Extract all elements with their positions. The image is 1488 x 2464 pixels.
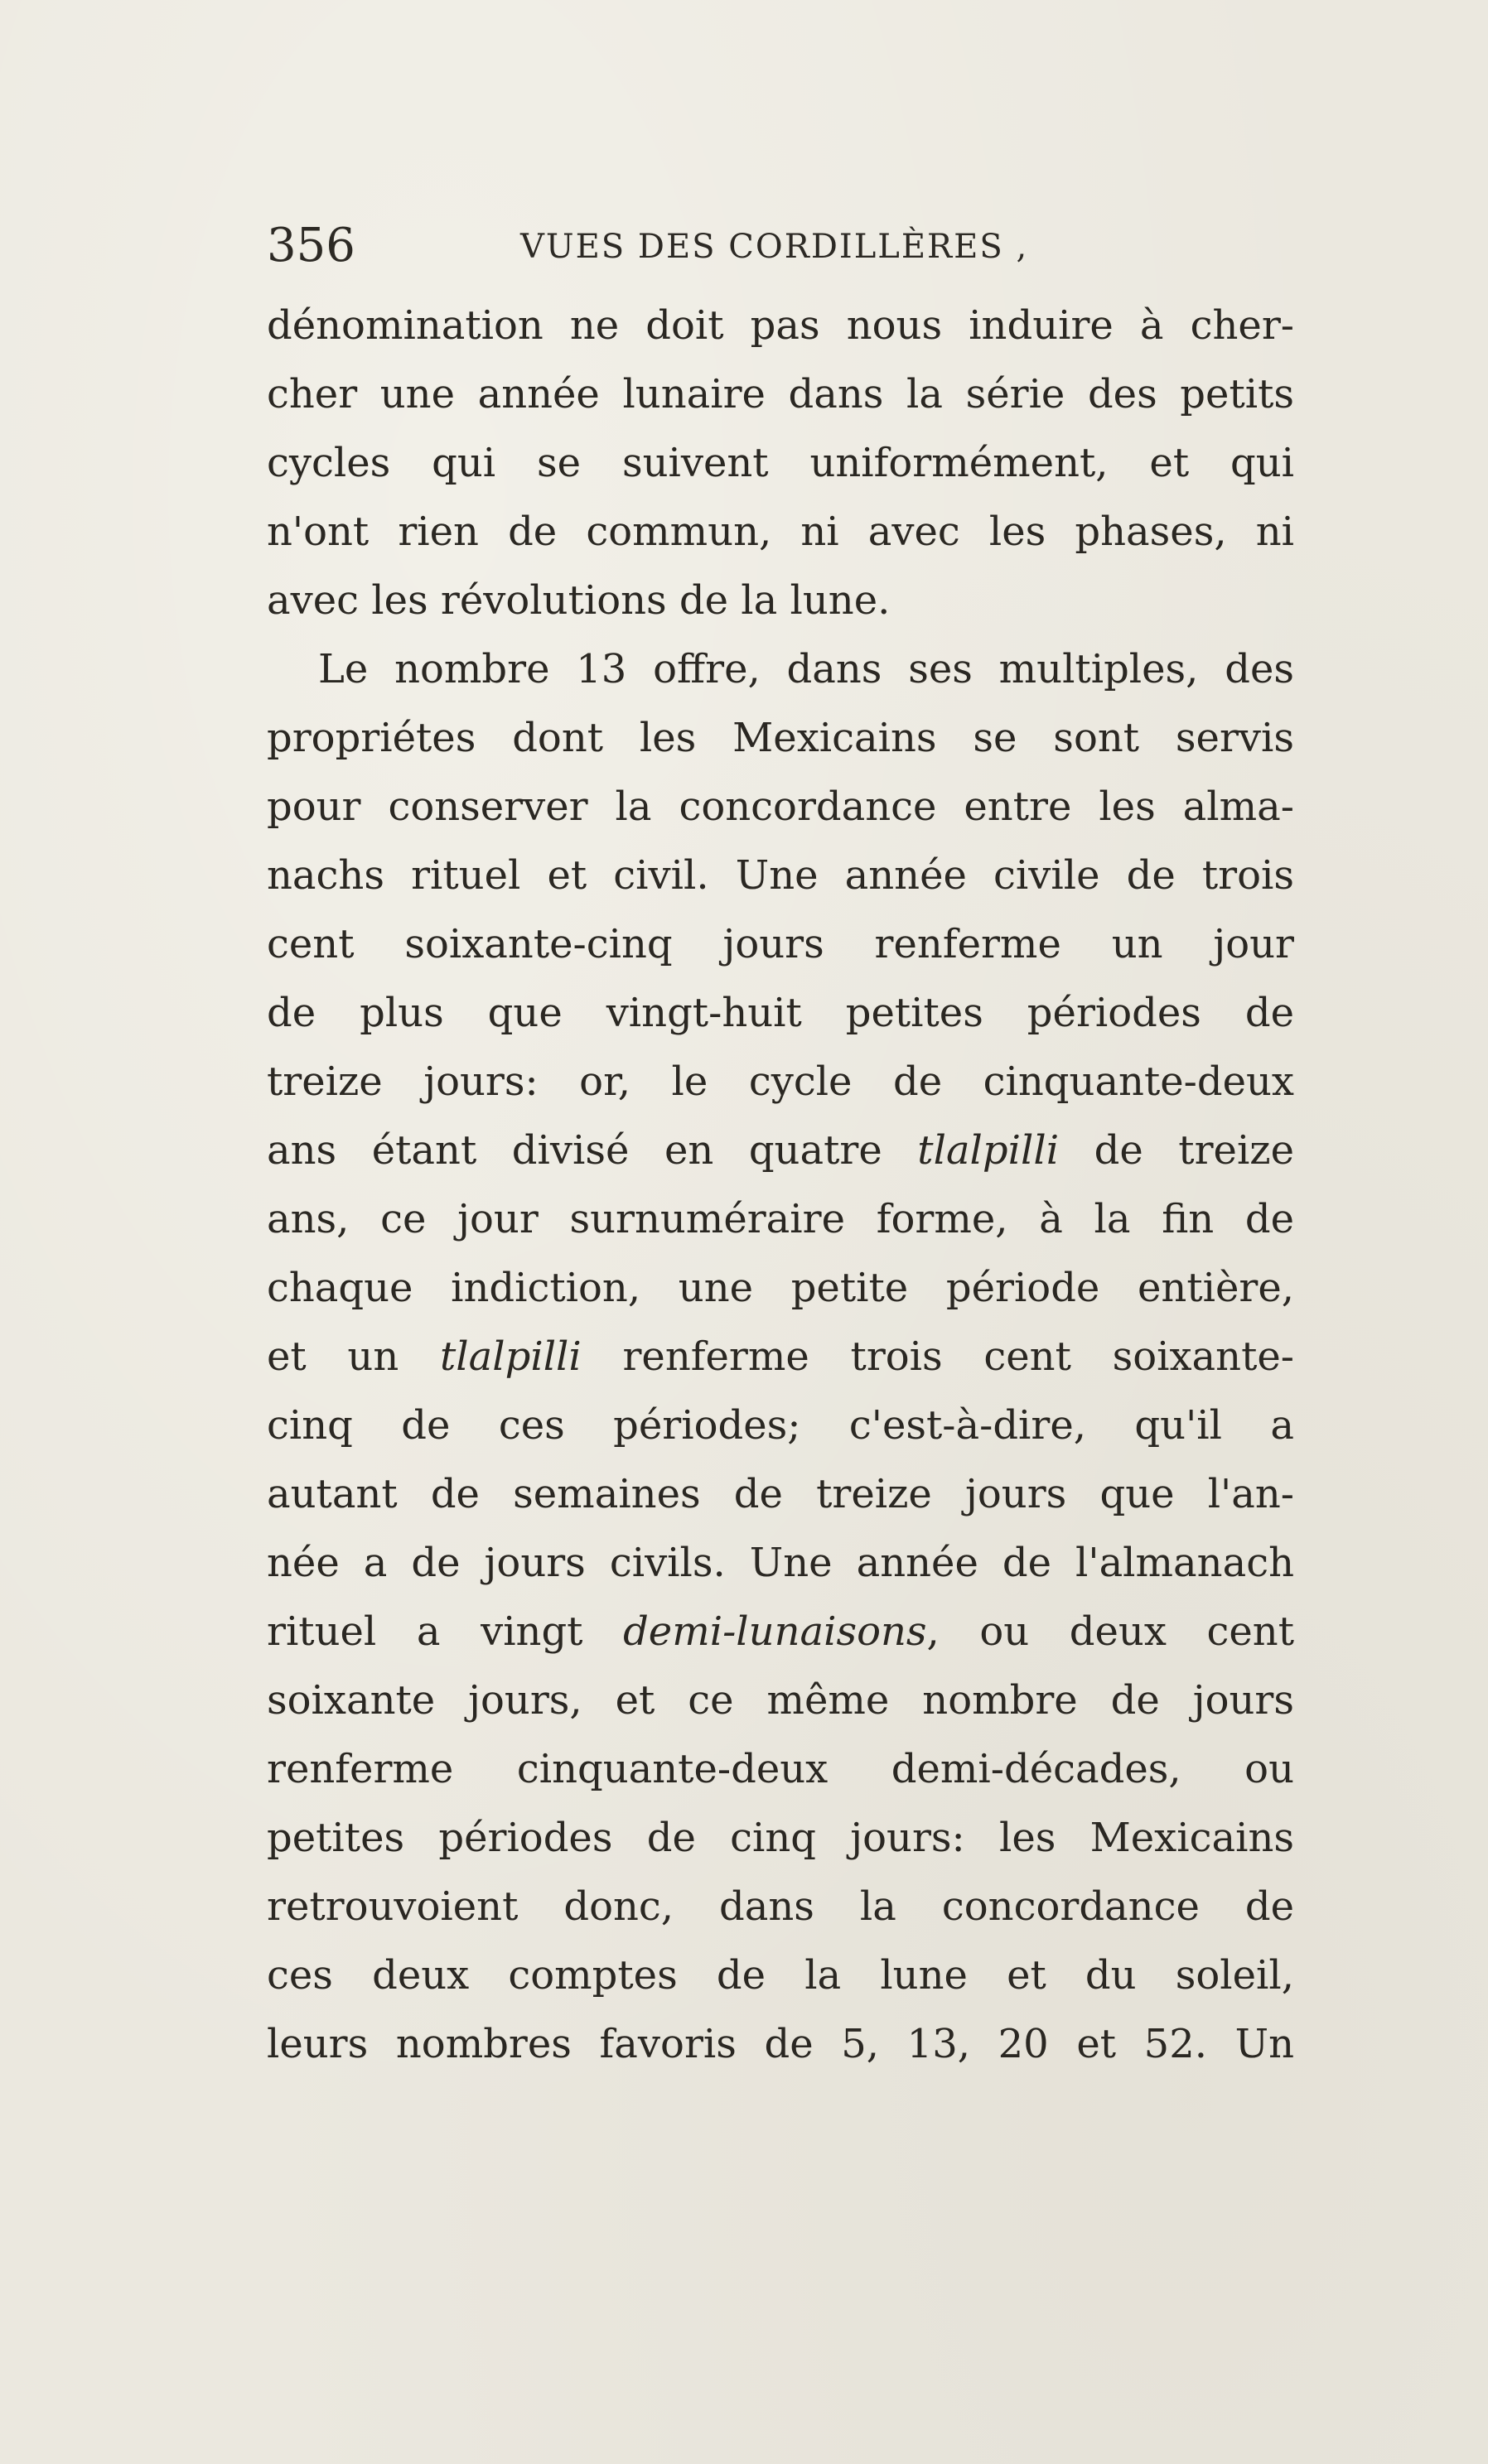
text-segment: cycles qui se suivent uniformément, et qui (267, 440, 1294, 486)
text-line (267, 1804, 1294, 1873)
text-line (267, 841, 1294, 910)
text-segment: dénomination ne doit pas nous induire à cher- (267, 302, 1294, 349)
italic-term: tlalpilli (917, 1127, 1060, 1174)
text-segment: de plus que vingt-huit petites périodes de (267, 990, 1294, 1036)
text-segment: avec les révolutions de la lune. (267, 577, 891, 624)
text-segment: renferme trois cent soixante- (581, 1333, 1294, 1380)
text-line (267, 910, 1294, 979)
text-segment: Le nombre 13 offre, dans ses multiples, des (318, 646, 1294, 692)
text-segment: treize jours: or, le cycle de cinquante-deux (267, 1058, 1294, 1105)
text-segment: nachs rituel et civil. Une année civile de trois (267, 852, 1294, 899)
text-line (267, 1391, 1294, 1460)
text-line (267, 1873, 1294, 1941)
text-line (267, 2010, 1294, 2079)
text-segment: n'ont rien de commun, ni avec les phases, ni (267, 509, 1294, 555)
text-segment: cent soixante-cinq jours renferme un jour (267, 921, 1294, 967)
body-text (267, 292, 1294, 2079)
text-line (267, 498, 1294, 567)
text-segment: pour conserver la concordance entre les alma- (267, 784, 1294, 830)
text-line (267, 635, 1294, 704)
text-line (267, 1254, 1294, 1323)
page-number: 356 (267, 219, 355, 272)
text-segment: rituel a vingt (267, 1608, 624, 1655)
text-segment: cher une année lunaire dans la série des petits (267, 371, 1294, 417)
text-segment: , ou deux cent (926, 1608, 1295, 1655)
text-line (267, 1116, 1294, 1185)
text-segment: petites périodes de cinq jours: les Mexicains (267, 1815, 1294, 1861)
text-line (267, 429, 1294, 498)
text-segment: de treize (1059, 1127, 1294, 1174)
text-line (267, 704, 1294, 773)
text-segment: et un (267, 1333, 440, 1380)
text-segment: née a de jours civils. Une année de l'almanach (267, 1540, 1294, 1586)
text-segment: autant de semaines de treize jours que l'an- (267, 1471, 1294, 1517)
running-head: VUES DES CORDILLÈRES , (520, 228, 1029, 266)
text-segment: cinq de ces périodes; c'est-à-dire, qu'il a (267, 1402, 1294, 1449)
text-segment: ans étant divisé en quatre (267, 1127, 918, 1174)
italic-term: demi-lunaisons (623, 1608, 927, 1655)
text-line (267, 1941, 1294, 2010)
text-line (267, 1735, 1294, 1804)
text-segment: ans, ce jour surnuméraire forme, à la fin de (267, 1196, 1294, 1242)
text-line (267, 979, 1294, 1048)
text-line (267, 1529, 1294, 1598)
text-line (267, 1323, 1294, 1391)
italic-term: tlalpilli (440, 1333, 582, 1380)
text-segment: leurs nombres favoris de 5, 13, 20 et 52. Un (267, 2021, 1294, 2067)
text-line (267, 360, 1294, 429)
page-header (267, 217, 1302, 275)
text-line (267, 567, 1294, 635)
text-line (267, 1666, 1294, 1735)
text-line (267, 292, 1294, 360)
text-segment: renferme cinquante-deux demi-décades, ou (267, 1746, 1294, 1792)
text-segment: retrouvoient donc, dans la concordance de (267, 1883, 1294, 1930)
text-line (267, 773, 1294, 841)
text-line (267, 1460, 1294, 1529)
text-segment: ces deux comptes de la lune et du soleil, (267, 1952, 1294, 1999)
text-line (267, 1048, 1294, 1116)
text-segment: soixante jours, et ce même nombre de jours (267, 1677, 1294, 1724)
text-segment: propriétes dont les Mexicains se sont servis (267, 715, 1294, 761)
text-line (267, 1185, 1294, 1254)
text-line (267, 1598, 1294, 1666)
text-segment: chaque indiction, une petite période entière, (267, 1265, 1294, 1311)
